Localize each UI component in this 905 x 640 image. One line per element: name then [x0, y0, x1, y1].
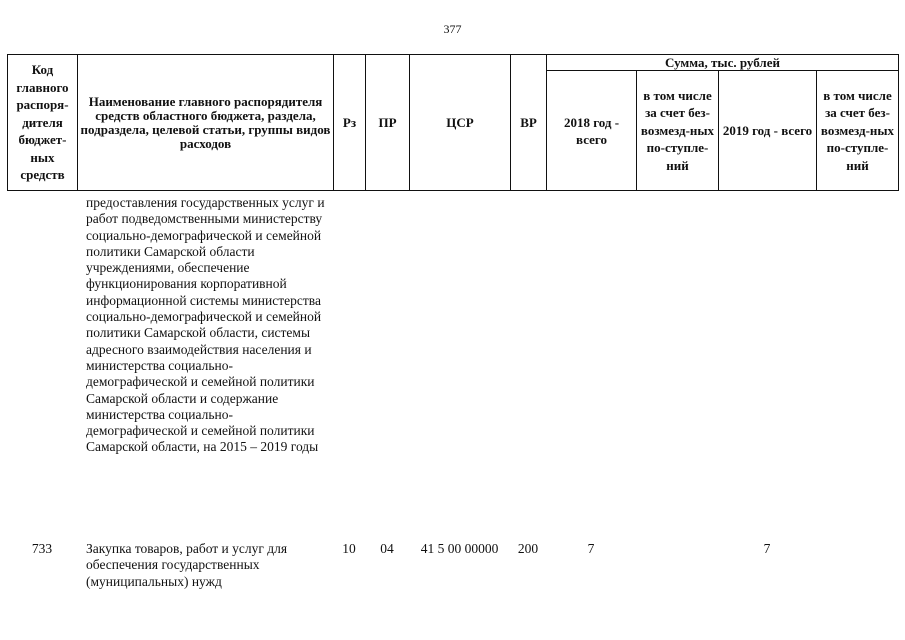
header-2018-total: 2018 год - всего — [547, 71, 637, 191]
row-2018-total: 7 — [587, 541, 595, 556]
row-csr: 41 5 00 00000 — [420, 541, 499, 556]
row-name: Закупка товаров, работ и услуг для обеспечения государственных (муниципальных) нужд — [86, 541, 288, 589]
row-rz: 10 — [342, 541, 356, 556]
header-2019-free: в том числе за счет без-возмезд-ных по-ступле-ний — [817, 71, 899, 191]
header-rz: Рз — [334, 55, 366, 191]
row-2019-total: 7 — [763, 541, 771, 556]
row-vr: 200 — [517, 541, 539, 556]
header-csr: ЦСР — [410, 55, 511, 191]
page-number: 377 — [443, 22, 462, 36]
header-sum: Сумма, тыс. рублей — [547, 55, 899, 71]
header-pr: ПР — [366, 55, 410, 191]
header-vr: ВР — [511, 55, 547, 191]
row-pr: 04 — [380, 541, 394, 556]
header-2018-free: в том числе за счет без-возмезд-ных по-ступле-ний — [637, 71, 719, 191]
header-name: Наименование главного распорядителя средств областного бюджета, раздела, подраздела, целевой статьи, группы видов расходов — [78, 55, 334, 191]
budget-table-header — [7, 54, 899, 191]
row-code: 733 — [31, 541, 53, 556]
header-2019-total: 2019 год - всего — [719, 71, 817, 191]
row-continuation-name: предоставления государственных услуг и работ подведомственными министерству социально-демографической и семейной политики Самарской области учреждениями, обеспечение функционирования корпоративной информационной системы министерства социально-демографической и семейной политики Самарской области, системы адресного взаимодействия населения и министерства социально-демографической и семейной политики Самарской области и содержание министерства социально-демографической и семейной политики Самарской области, на 2015 – 2019 годы — [86, 195, 325, 455]
header-code: Код главного распоря-дителя бюджет-ных средств — [8, 55, 78, 191]
